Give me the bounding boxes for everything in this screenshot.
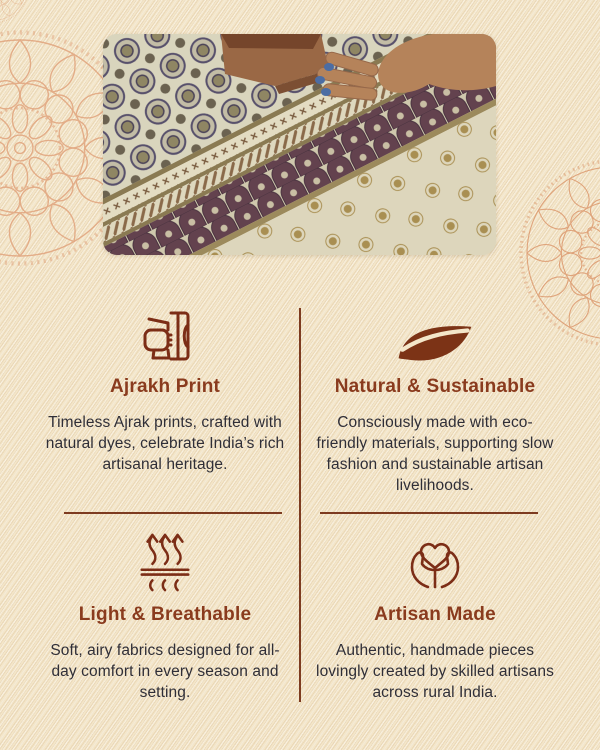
feature-description: Authentic, handmade pieces lovingly created by skilled artisans across rural India. bbox=[316, 642, 554, 701]
leaf-icon bbox=[394, 304, 476, 364]
vertical-divider bbox=[299, 308, 301, 702]
hands-heart-icon bbox=[405, 532, 465, 592]
block-printing-illustration bbox=[103, 34, 496, 255]
breathable-icon bbox=[137, 532, 193, 592]
feature-description: Timeless Ajrak prints, crafted with natural dyes, celebrate India’s rich artisanal heritage. bbox=[45, 414, 285, 473]
feature-title: Ajrakh Print bbox=[109, 376, 221, 397]
feature-card-natural-sustainable bbox=[300, 300, 570, 514]
mandala-ornament-topleft bbox=[0, 0, 68, 62]
features-grid bbox=[30, 300, 570, 719]
feature-description: Consciously made with eco-friendly materials, supporting slow fashion and sustainable artisan livelihoods. bbox=[316, 414, 554, 494]
feature-card-artisan-made bbox=[300, 514, 570, 719]
feature-title: Natural & Sustainable bbox=[334, 376, 536, 397]
feature-title: Light & Breathable bbox=[78, 604, 252, 625]
feature-card-ajrakh-print bbox=[30, 300, 300, 514]
hero-photo bbox=[103, 34, 496, 255]
feature-title: Artisan Made bbox=[374, 604, 496, 625]
feature-card-light-breathable bbox=[30, 514, 300, 719]
feature-description: Soft, airy fabrics designed for all-day comfort in every season and setting. bbox=[50, 642, 280, 701]
block-print-icon bbox=[137, 304, 193, 364]
